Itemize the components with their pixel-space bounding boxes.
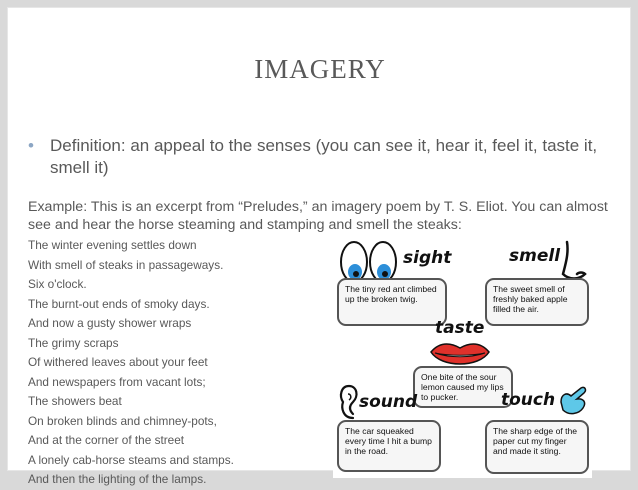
bullet-dot-icon: • (28, 136, 34, 155)
poem-line: And at the corner of the street (28, 433, 185, 447)
taste-box: One bite of the sour lemon caused my lips to pucker. (413, 366, 513, 408)
sound-box: The car squeaked every time I hit a bump in the road. (337, 420, 441, 472)
poem-line: The winter evening settles down (28, 238, 197, 252)
poem-line: Six o'clock. (28, 277, 87, 291)
poem-excerpt (28, 236, 333, 490)
definition-text: Definition: an appeal to the senses (you can see it, hear it, feel it, taste it, smell it) (50, 136, 598, 177)
slide-title: IMAGERY (254, 54, 386, 84)
sound-word: sound (359, 392, 418, 412)
poem-line: The showers beat (28, 394, 122, 408)
poem-line: On broken blinds and chimney-pots, (28, 413, 217, 428)
poem-line: And then the lighting of the lamps. (28, 472, 207, 486)
five-senses-illustration (333, 234, 592, 478)
poem-line: The burnt-out ends of smoky days. (28, 296, 210, 311)
touch-word: touch (501, 390, 556, 410)
poem-line: With smell of steaks in passageways. (28, 257, 224, 272)
smell-box: The sweet smell of freshly baked apple filled the air. (485, 278, 589, 326)
example-paragraph: Example: This is an excerpt from “Preludes,” an imagery poem by T. S. Eliot. You can almost see and hear the horse steaming and stamping and smell the steaks: (28, 199, 608, 233)
slide (7, 7, 631, 486)
poem-line: The grimy scraps (28, 335, 119, 350)
sight-word: sight (403, 248, 452, 268)
hand-icon (557, 384, 589, 418)
ear-icon (337, 384, 359, 420)
poem-line: And now a gusty shower wraps (28, 316, 192, 330)
touch-box: The sharp edge of the paper cut my finger and made it sting. (485, 420, 589, 474)
poem-line: A lonely cab-horse steams and stamps. (28, 452, 234, 467)
poem-line: Of withered leaves about your feet (28, 355, 208, 369)
taste-word: taste (435, 318, 485, 338)
sight-box: The tiny red ant climbed up the broken twig. (337, 278, 447, 326)
smell-word: smell (509, 246, 561, 266)
poem-line: And newspapers from vacant lots; (28, 374, 206, 389)
definition-bullet (28, 135, 618, 179)
